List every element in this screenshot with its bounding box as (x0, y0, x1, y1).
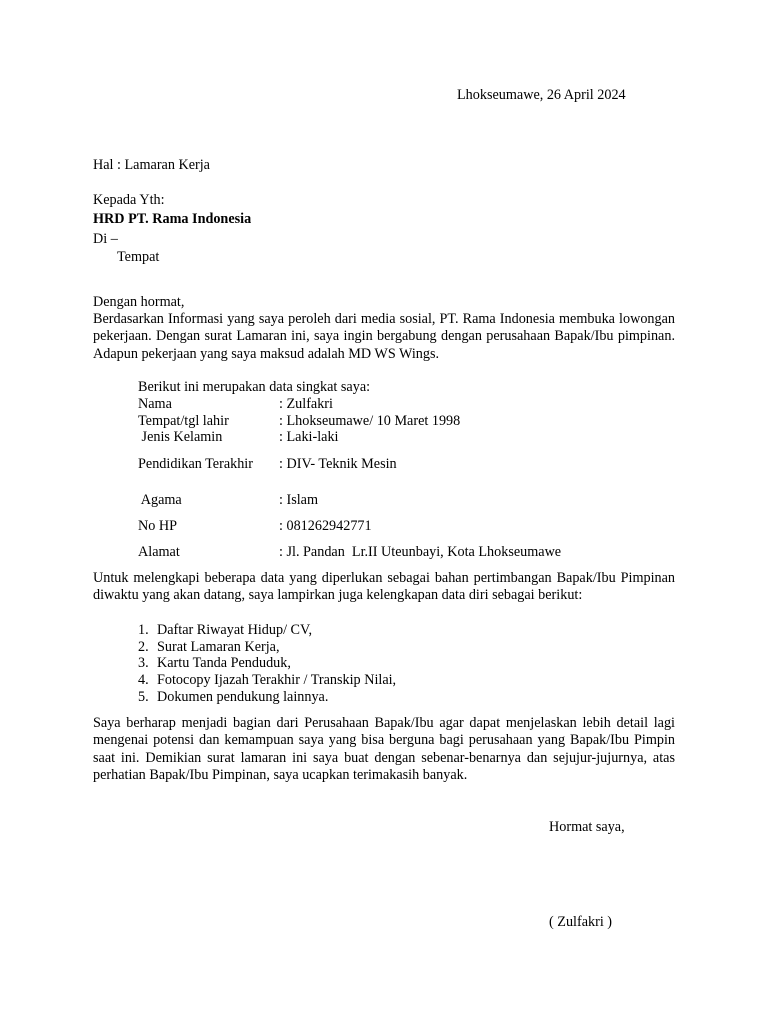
data-label-pendidikan: Pendidikan Terakhir (138, 456, 253, 472)
data-value-alamat: : Jl. Pandan Lr.II Uteunbayi, Kota Lhokseumawe (279, 544, 562, 560)
closing-paragraph: Saya berharap menjadi bagian dari Perusahaan Bapak/Ibu agar dapat menjelaskan lebih detail lagi mengenai potensi dan kemampuan saya yang bisa berguna bagi perusahaan yang Bapak/Ibu Pimpin saat ini. Demikian surat lamaran ini saya buat dengan sebenar-benarnya dan sejujur-jujurnya, atas perhatian Bapak/Ibu Pimpinan, saya ucapkan terimakasih banyak. (93, 715, 675, 783)
attachments-paragraph: Untuk melengkapi beberapa data yang diperlukan sebagai bahan pertimbangan Bapak/Ibu Pimpinan diwaktu yang akan datang, saya lampirkan juga kelengkapan data diri sebagai berikut: (93, 570, 675, 604)
data-value-nama: : Zulfakri (279, 396, 333, 412)
recipient-name: HRD PT. Rama Indonesia (93, 211, 252, 227)
subject-line: Hal : Lamaran Kerja (93, 157, 210, 173)
salutation: Dengan hormat, (93, 294, 185, 310)
list-item-number: 5. (138, 689, 149, 705)
recipient-greeting: Kepada Yth: (93, 192, 165, 208)
data-value-jenis-kelamin: : Laki-laki (279, 429, 339, 445)
data-label-agama: Agama (138, 492, 182, 508)
data-value-agama: : Islam (279, 492, 319, 508)
data-label-jenis-kelamin: Jenis Kelamin (138, 429, 223, 445)
list-item: Daftar Riwayat Hidup/ CV, (157, 622, 312, 638)
closing-regards: Hormat saya, (549, 819, 625, 835)
list-item: Dokumen pendukung lainnya. (157, 689, 329, 705)
list-item-number: 1. (138, 622, 149, 638)
recipient-di: Di – (93, 231, 118, 247)
data-label-alamat: Alamat (138, 544, 180, 560)
list-item: Surat Lamaran Kerja, (157, 639, 280, 655)
data-label-nama: Nama (138, 396, 172, 412)
data-value-ttl: : Lhokseumawe/ 10 Maret 1998 (279, 413, 461, 429)
signature-name: ( Zulfakri ) (549, 914, 613, 930)
data-label-no-hp: No HP (138, 518, 178, 534)
data-label-ttl: Tempat/tgl lahir (138, 413, 229, 429)
list-item-number: 2. (138, 639, 149, 655)
opening-paragraph: Berdasarkan Informasi yang saya peroleh dari media sosial, PT. Rama Indonesia membuka lowongan pekerjaan. Dengan surat Lamaran ini, saya ingin bergabung dengan perusahaan Bapak/Ibu pimpinan. Adapun pekerjaan yang saya maksud adalah MD WS Wings. (93, 311, 675, 362)
place-date: Lhokseumawe, 26 April 2024 (457, 87, 626, 103)
recipient-tempat: Tempat (117, 249, 160, 265)
data-value-no-hp: : 081262942771 (279, 518, 372, 534)
list-item-number: 3. (138, 655, 149, 671)
list-item: Fotocopy Ijazah Terakhir / Transkip Nilai, (157, 672, 397, 688)
list-item: Kartu Tanda Penduduk, (157, 655, 291, 671)
personal-data-intro: Berikut ini merupakan data singkat saya: (138, 379, 371, 395)
list-item-number: 4. (138, 672, 149, 688)
data-value-pendidikan: : DIV- Teknik Mesin (279, 456, 397, 472)
